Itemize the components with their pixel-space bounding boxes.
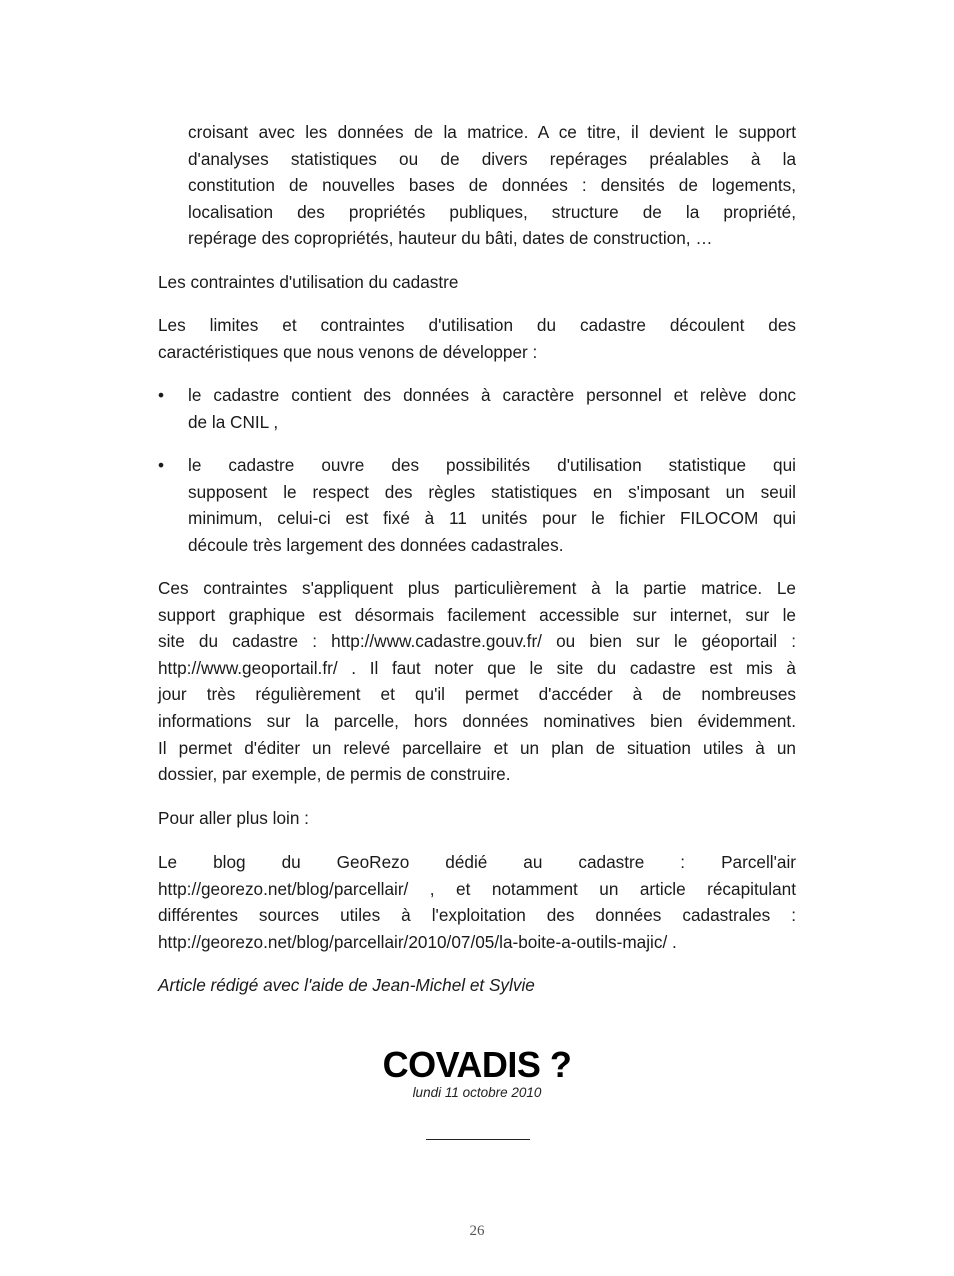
text-line: localisation des propriétés publiques, structure de la propriété, bbox=[188, 201, 796, 222]
text-line: http://www.geoportail.fr/ . Il faut noter que le site du cadastre est mis à bbox=[158, 657, 796, 678]
text-line: d'analyses statistiques ou de divers repérages préalables à la bbox=[188, 148, 796, 169]
further-reading-paragraph bbox=[158, 849, 796, 955]
text-line: minimum, celui-ci est fixé à 11 unités pour le fichier FILOCOM qui bbox=[188, 508, 796, 529]
section-heading-paragraph bbox=[158, 269, 796, 296]
bullet-icon: • bbox=[158, 455, 165, 475]
text-line: jour très régulièrement et qu'il permet d'accéder à de nombreuses bbox=[158, 684, 796, 705]
bullet-icon: • bbox=[158, 385, 165, 405]
text-line: caractéristiques que nous venons de développer : bbox=[158, 341, 538, 362]
constraints-detail-paragraph bbox=[158, 575, 796, 788]
credits-paragraph bbox=[158, 972, 796, 999]
text-line: Le blog du GeoRezo dédié au cadastre : Parcell'air bbox=[158, 852, 796, 872]
text-line: Il permet d'éditer un relevé parcellaire et un plan de situation utiles à un bbox=[158, 737, 796, 758]
text-line: informations sur la parcelle, hors données nominatives bien évidemment. bbox=[158, 710, 796, 731]
text-line: le cadastre contient des données à caractère personnel et relève donc bbox=[188, 385, 796, 405]
text-line: supposent le respect des règles statistiques en s'imposant un seuil bbox=[188, 481, 796, 502]
bullet-cnil-paragraph bbox=[158, 382, 796, 435]
text-line: croisant avec les données de la matrice. A ce titre, il devient le support bbox=[188, 122, 796, 142]
text-line: Les limites et contraintes d'utilisation du cadastre découlent des bbox=[158, 315, 796, 335]
text-line: de la CNIL , bbox=[188, 411, 279, 432]
article-date: lundi 11 octobre 2010 bbox=[412, 1085, 542, 1100]
text-line: Ces contraintes s'appliquent plus particulièrement à la partie matrice. Le bbox=[158, 578, 796, 598]
bullet-statistics-paragraph bbox=[158, 452, 796, 558]
text-line: découle très largement des données cadastrales. bbox=[188, 534, 564, 555]
text-line: le cadastre ouvre des possibilités d'utilisation statistique qui bbox=[188, 455, 796, 475]
text-line: http://georezo.net/blog/parcellair/2010/07/05/la-boite-a-outils-majic/ . bbox=[158, 931, 677, 952]
text-line: support graphique est désormais facilement accessible sur internet, sur le bbox=[158, 604, 796, 625]
article-title: COVADIS ? bbox=[382, 1044, 572, 1085]
text-line: repérage des copropriétés, hauteur du bâti, dates de construction, … bbox=[188, 228, 713, 249]
text-line: constitution de nouvelles bases de données : densités de logements, bbox=[188, 175, 796, 196]
page-number: 26 bbox=[469, 1223, 485, 1239]
separator-rule bbox=[426, 1139, 530, 1140]
text-line: Pour aller plus loin : bbox=[158, 808, 309, 828]
intro-continuation-paragraph bbox=[188, 119, 796, 252]
text-line: site du cadastre : http://www.cadastre.gouv.fr/ ou bien sur le géoportail : bbox=[158, 631, 796, 652]
text-line: dossier, par exemple, de permis de construire. bbox=[158, 764, 511, 785]
constraints-intro-paragraph bbox=[158, 312, 796, 365]
further-reading-heading-paragraph bbox=[158, 805, 796, 832]
text-line: différentes sources utiles à l'exploitation des données cadastrales : bbox=[158, 905, 796, 926]
text-line: http://georezo.net/blog/parcellair/ , et notamment un article récapitulant bbox=[158, 878, 796, 899]
text-line: Les contraintes d'utilisation du cadastre bbox=[158, 272, 459, 292]
text-line: Article rédigé avec l'aide de Jean-Michel et Sylvie bbox=[158, 975, 535, 995]
